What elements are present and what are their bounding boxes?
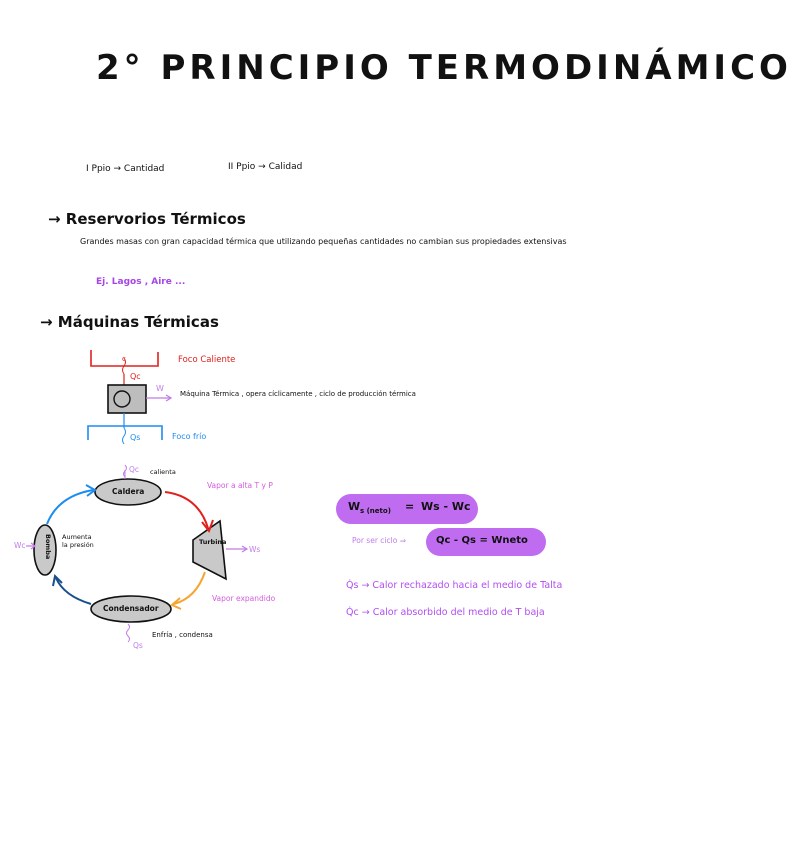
cold-squiggle — [123, 428, 126, 444]
cycle-qc-top: Qc — [129, 465, 140, 474]
vapor-expandido-label: Vapor expandido — [212, 594, 276, 603]
enfria-label: Enfría , condensa — [152, 631, 213, 639]
qs-definition: Q̇s → Calor rechazado hacia el medio de Talta — [346, 580, 563, 591]
calienta-label: calienta — [150, 468, 176, 476]
net-work-rhs: Ws - Wc — [421, 500, 471, 513]
vapor-alta-label: Vapor a alta T y P — [207, 481, 273, 490]
bomba-label: Bomba — [44, 534, 52, 560]
cycle-qs-bottom: Qs — [133, 641, 143, 650]
cycle-eq-pill — [426, 528, 546, 556]
second-principle: II Ppio → Calidad — [228, 162, 303, 172]
net-work-lhs-sub: s (neto) — [360, 507, 391, 515]
cycle-eq: Qc - Qs = Wneto — [436, 535, 528, 546]
aumenta-presion-label: Aumenta la presión — [62, 533, 94, 549]
w-label: W — [156, 384, 164, 393]
first-principle: I Ppio → Cantidad — [86, 164, 165, 174]
qc-definition: Q̇c → Calor absorbido del medio de T baja — [346, 607, 545, 618]
reservoirs-example: Ej. Lagos , Aire ... — [96, 277, 186, 287]
net-work-lhs: W — [348, 500, 361, 513]
cycle-note: Por ser ciclo ⇒ — [352, 536, 406, 545]
blue-cycle-arrow — [47, 490, 93, 524]
qs-label: Qs — [130, 433, 141, 442]
caldera-label: Caldera — [112, 487, 145, 496]
cold-source-label: Foco frío — [172, 432, 207, 441]
net-work-eq: = — [405, 500, 415, 513]
hot-source-label: Foco Caliente — [178, 355, 236, 365]
hot-c-mark: c — [122, 355, 126, 363]
ws-label: Ws — [249, 545, 261, 554]
wc-label: Wc — [14, 541, 26, 550]
reservoirs-heading: → Reservorios Térmicos — [48, 210, 246, 228]
turbina-label: Turbina — [199, 538, 227, 546]
reservoirs-description: Grandes masas con gran capacidad térmica que utilizando pequeñas cantidades no cambian sus propiedades extensivas — [80, 237, 567, 246]
net-work-pill — [336, 494, 478, 524]
page-title: 2° PRINCIPIO TERMODINÁMICO — [96, 48, 792, 88]
machine-circle — [114, 391, 130, 407]
condensador-label: Condensador — [103, 604, 159, 613]
qc-label: Qc — [130, 372, 141, 381]
machines-heading: → Máquinas Térmicas — [40, 313, 219, 331]
machine-description: Máquina Térmica , opera cíclicamente , ciclo de producción térmica — [180, 390, 416, 398]
